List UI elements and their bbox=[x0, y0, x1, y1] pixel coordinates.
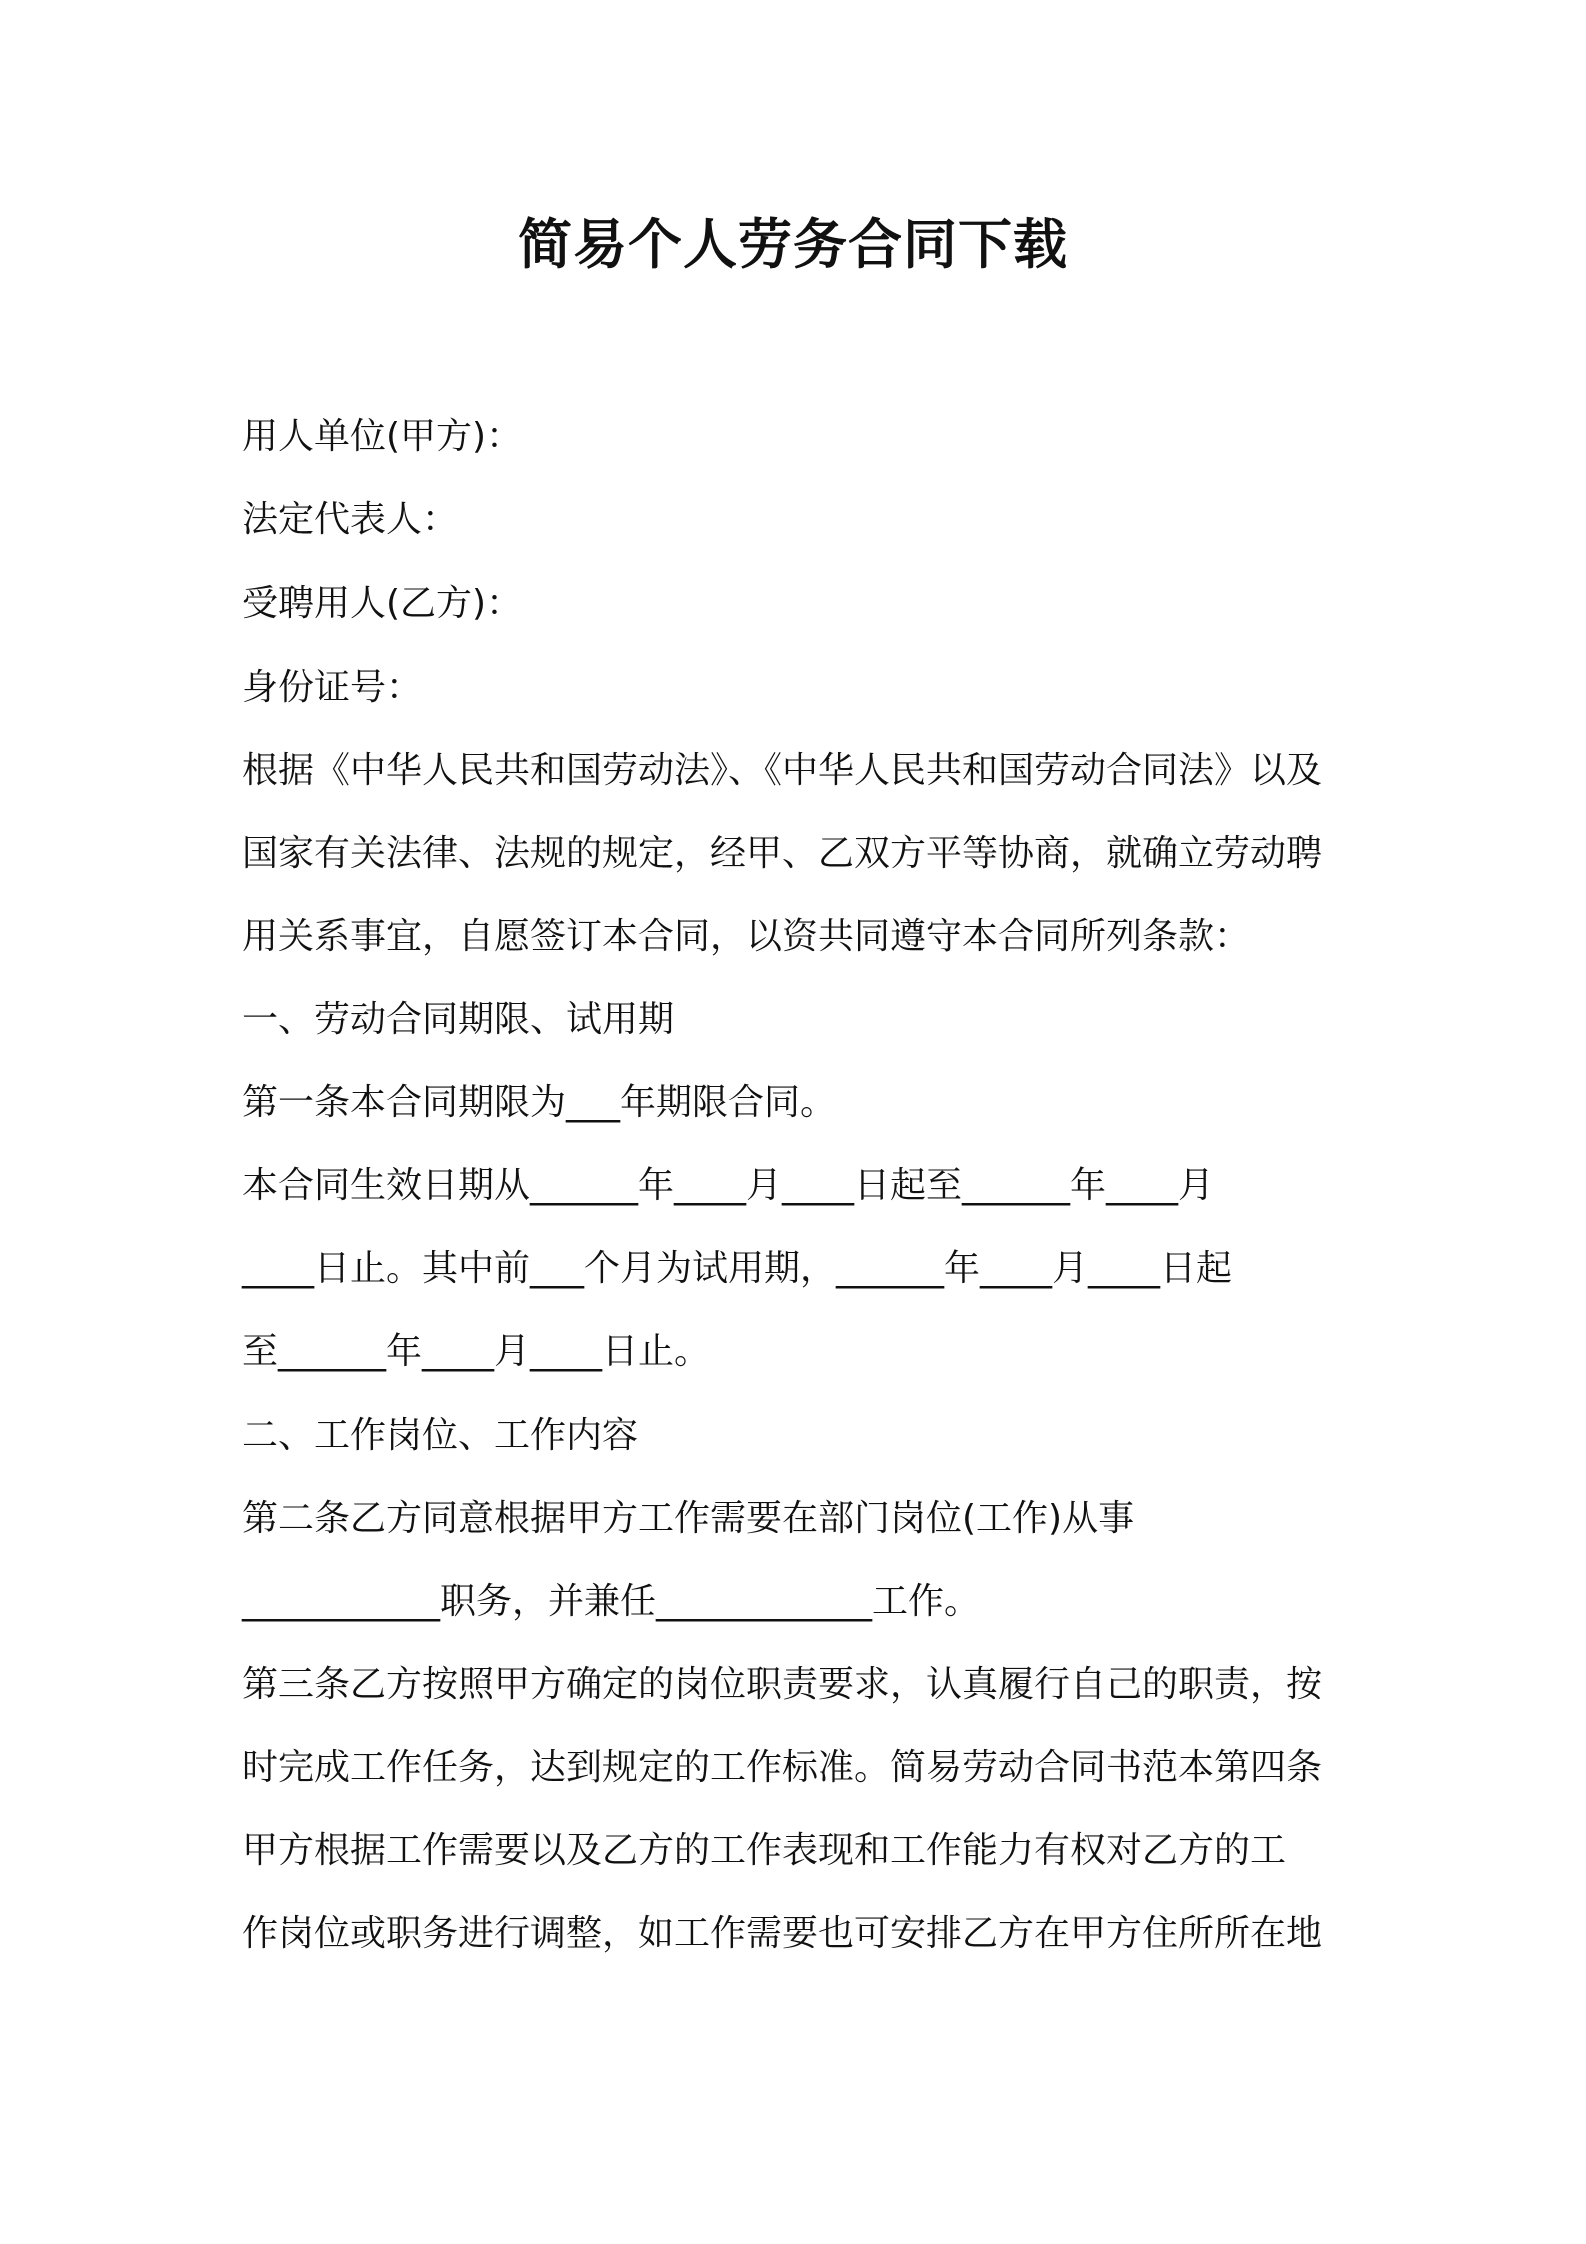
field-employer: 用人单位(甲方)： bbox=[242, 416, 523, 457]
body-line: 第三条乙方按照甲方确定的岗位职责要求，认真履行自己的职责，按 bbox=[242, 1664, 1323, 1705]
section-heading: 二、工作岗位、工作内容 bbox=[242, 1415, 639, 1456]
body-line: 第二条乙方同意根据甲方工作需要在部门岗位(工作)从事 bbox=[242, 1498, 1135, 1539]
body-line: 至______年____月____日止。 bbox=[242, 1331, 711, 1372]
body-line: 时完成工作任务，达到规定的工作标准。简易劳动合同书范本第四条 bbox=[242, 1747, 1323, 1788]
body-line: ___________职务，并兼任____________工作。 bbox=[242, 1581, 981, 1622]
field-legal-representative: 法定代表人： bbox=[242, 499, 459, 540]
body-line: ____日止。其中前___个月为试用期，______年____月____日起 bbox=[242, 1248, 1233, 1289]
body-line: 第一条本合同期限为___年期限合同。 bbox=[242, 1082, 837, 1123]
field-id-number: 身份证号： bbox=[242, 667, 423, 708]
document-title: 简易个人劳务合同下载 bbox=[518, 213, 1068, 276]
body-line: 本合同生效日期从______年____月____日起至______年____月 bbox=[242, 1165, 1215, 1206]
body-line: 作岗位或职务进行调整，如工作需要也可安排乙方在甲方住所所在地 bbox=[242, 1913, 1323, 1954]
body-line: 根据《中华人民共和国劳动法》、《中华人民共和国劳动合同法》以及 bbox=[242, 750, 1323, 791]
body-line: 甲方根据工作需要以及乙方的工作表现和工作能力有权对乙方的工 bbox=[242, 1830, 1287, 1871]
section-heading: 一、劳动合同期限、试用期 bbox=[242, 999, 675, 1040]
body-line: 国家有关法律、法规的规定，经甲、乙双方平等协商，就确立劳动聘 bbox=[242, 833, 1323, 874]
field-employee: 受聘用人(乙方)： bbox=[242, 583, 523, 624]
body-line: 用关系事宜，自愿签订本合同，以资共同遵守本合同所列条款： bbox=[242, 916, 1251, 957]
